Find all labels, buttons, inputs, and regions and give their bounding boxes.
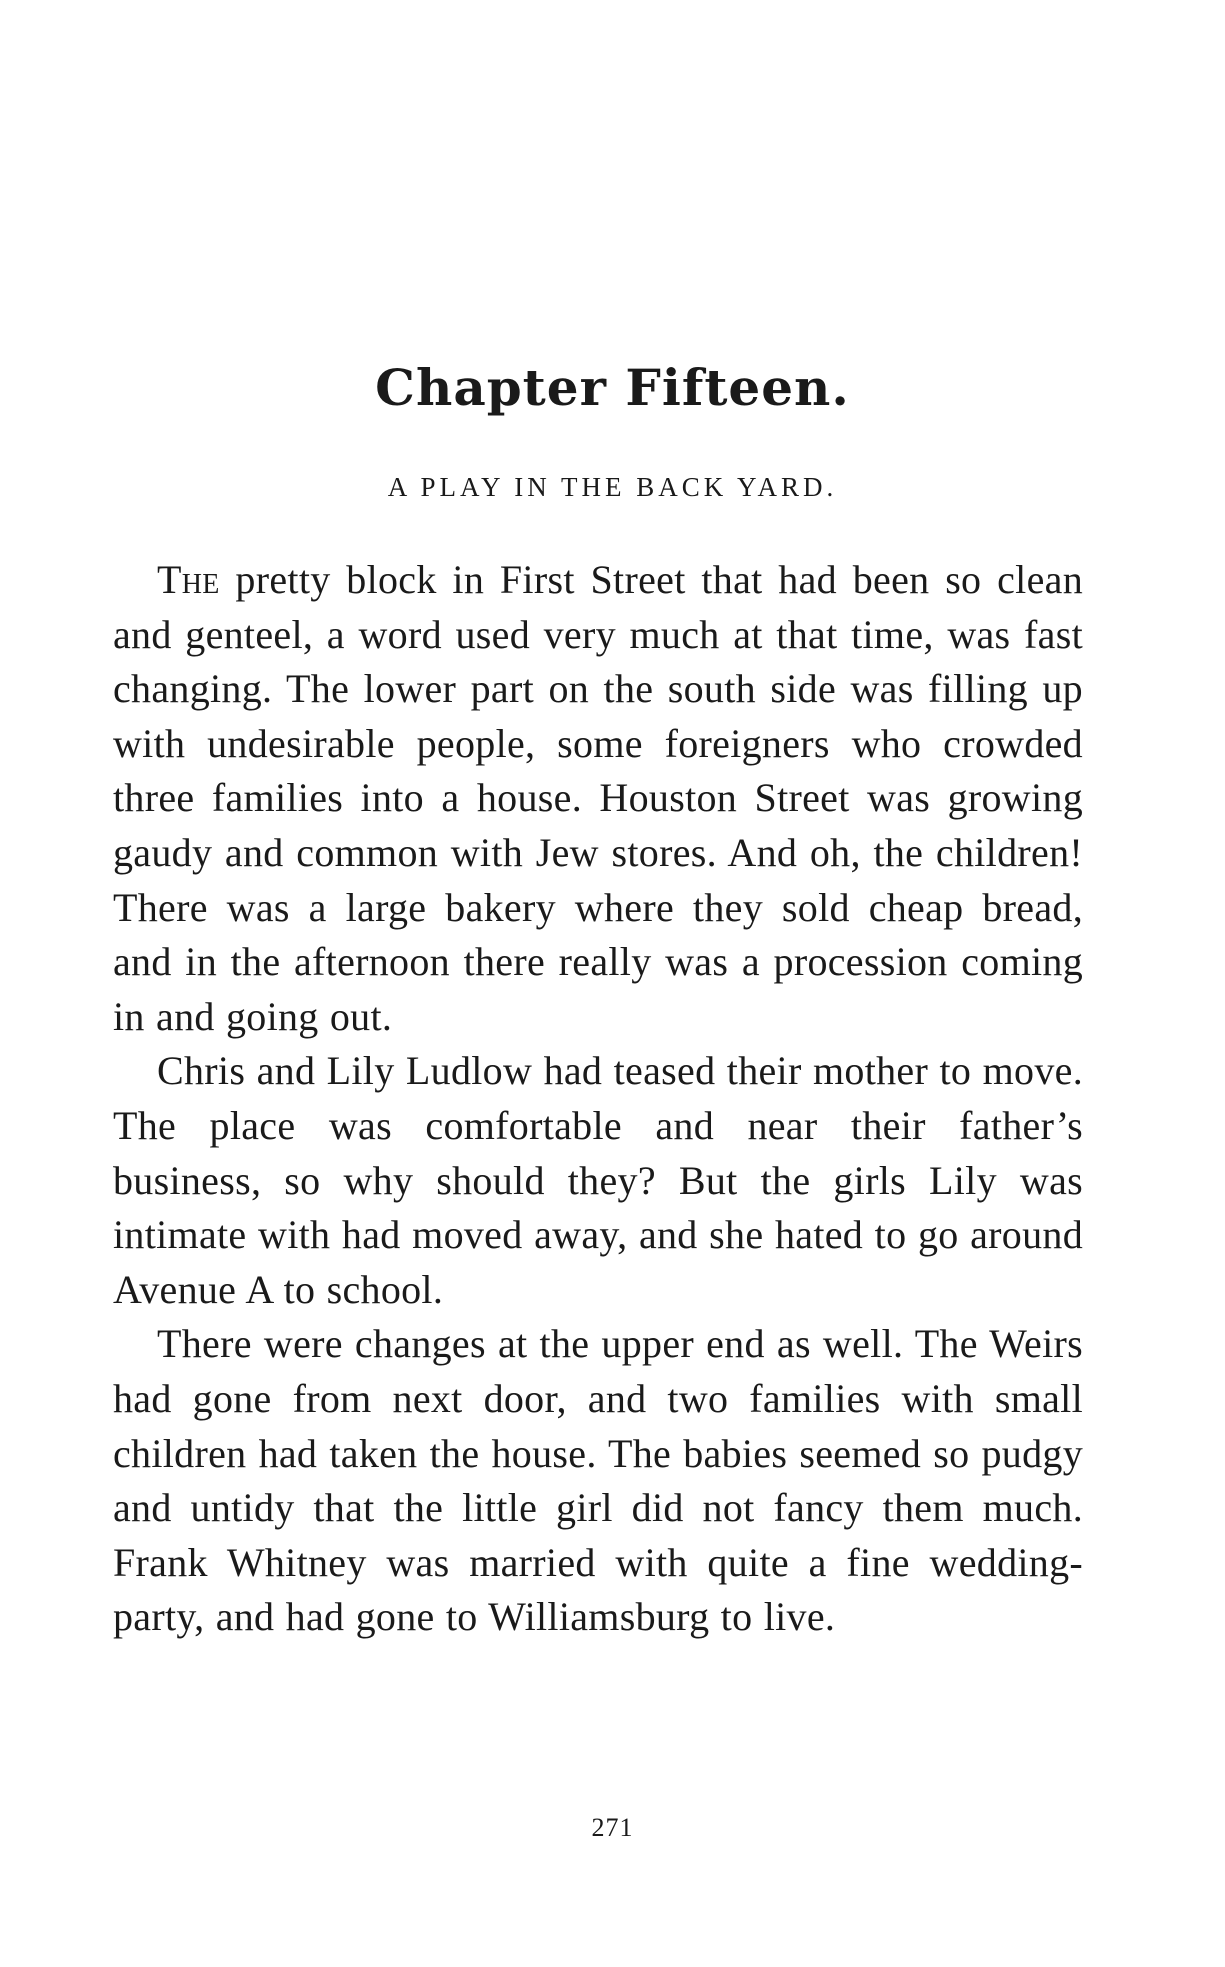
page-number: 271 [591,1813,634,1842]
paragraph-1-text: pretty block in First Street that had been so clean and genteel, a word used very much at that time, was fast changing. The lower part on the south side was filling up with undesirable people, some foreigners who crowded three families into a house. Houston Street was growing gaudy and common with Jew stores. And oh, the children! There was a large bakery where they sold cheap bread, and in the afternoon there really was a procession coming in and going out. [113,557,1083,1039]
paragraph-3: There were changes at the upper end as well. The Weirs had gone from next door, and two families with small children had taken the house. The babies seemed so pudgy and untidy that the little girl did not fancy them much. Frank Whitney was married with quite a fine wedding-party, and had gone to Williamsburg to live. [113,1321,1083,1640]
chapter-body [113,553,1083,1645]
paragraph-1 [113,553,1083,1044]
chapter-title: Chapter Fifteen. [375,358,850,417]
chapter-subtitle: A PLAY IN THE BACK YARD. [387,472,838,502]
paragraph-1-lead: The [157,557,220,602]
paragraph-2: Chris and Lily Ludlow had teased their mother to move. The place was comfortable and near their father’s business, so why should they? But the girls Lily was intimate with had moved away, and she hated to go around Avenue A to school. [113,1048,1083,1312]
